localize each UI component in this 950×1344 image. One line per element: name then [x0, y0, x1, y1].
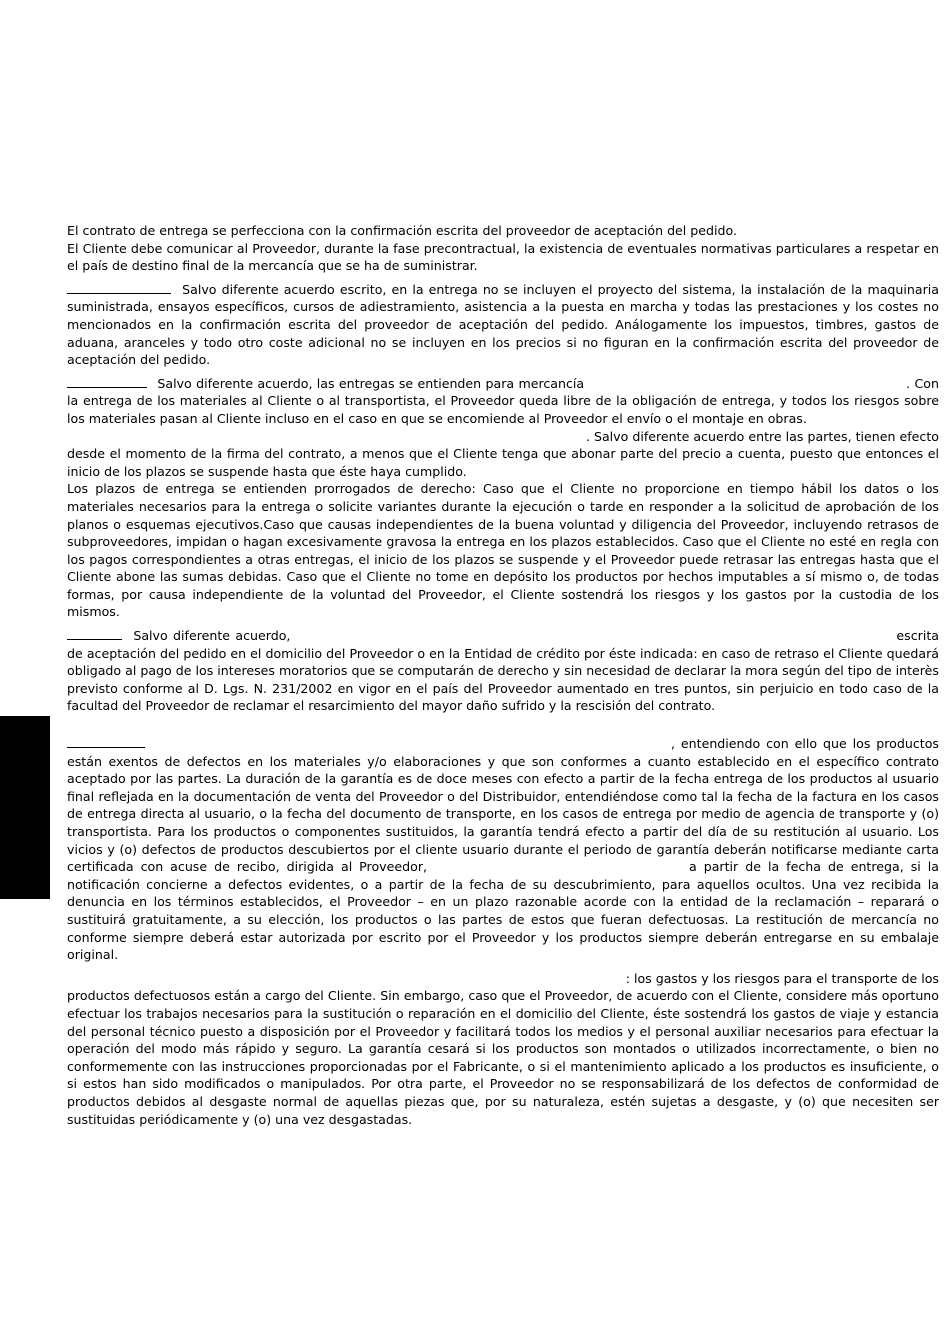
side-tab-marker: [0, 716, 50, 899]
heading-blank: [67, 375, 147, 388]
paragraph-terms-start: . Salvo diferente acuerdo entre las partes, tienen efecto: [585, 428, 939, 444]
payment-text-c: de aceptación del pedido en el domicilio del Proveedor o en la Entidad de crédito por éste indicada: en caso de retraso el Cliente quedará obligado al pago de los intereses moratorios que se computarán de derecho y sin necesidad de declarar la mora según del tipo de interès previsto conforme al D. Lgs. N. 231/2002 en vigor en el país del Proveedor aumentado en tres puntos, sin perjuicio en todo caso de la facultad del Proveedor de reclamar el resarcimiento del mayor daño sufrido y la rescisión del contrato.: [67, 645, 939, 714]
document-body: [67, 222, 939, 1128]
paragraph-returns: productos defectuosos están a cargo del Cliente. Sin embargo, caso que el Proveedor, de acuerdo con el Cliente, considere más oportuno efectuar los trabajos necesarios para la sustitución o reparación en el domicilio del Cliente, éste sostendrá los gastos de viaje y estancia del personal técnico puesto a disposición por el Proveedor y facilitará todos los medios y el personal auxiliar necesarios para efectuar la operación del modo más rápido y seguro. La garantía cesará si los productos son montados o utilizados incorrectamente, o bien no conformemente con las instrucciones proporcionadas por el Fabricante, o si el mantenimiento aplicado a los productos es insuficiente, o si estos han sido modificados o manipulados. Por otra parte, el Proveedor no se responsabilizará de los defectos de conformidad de productos debidos al desgaste normal de aquellas piezas que, por su naturaleza, estén sujetas a desgaste, y (o) que necesiten ser sustituidas periódicamente y (o) una vez desgastadas.: [67, 988, 939, 1127]
paragraph-delivery: [67, 375, 939, 428]
warranty-text-b: están exentos de defectos en los materiales y/o elaboraciones y que son conformes a cuanto establecido en el específico contrato aceptado por las partes. La duración de la garantía es de doce meses con efecto a partir de la fecha entrega de los productos al usuario final reflejada en la documentación de venta del Proveedor o del Distribuidor, entendiéndose como tal la fecha de la factura en los casos de entrega directa al usuario, o la fecha del documento de transporte, en los casos de entrega por medio de agencia de transporte y (o) transportista. Para los productos o componentes sustituidos, la garantía tendrá efecto a partir del día de su restitución al usuario. Los vicios y (o) defectos de productos descubiertos por el cliente usuario durante el periodo de garantía deberán notificarse mediante carta certificada con acuse de recibo, dirigida al Proveedor,: [67, 753, 939, 875]
heading-blank: [67, 281, 171, 294]
delivery-text-a: Salvo diferente acuerdo, las entregas se entienden para mercancía: [157, 375, 585, 391]
payment-text-a: Salvo diferente acuerdo,: [133, 628, 291, 644]
warranty-text-c: a partir de la fecha de entrega, si la notificación concierne a defectos evidentes, o a partir de la fecha de su descubrimiento, para aquellos ocultos. Una vez recibida la denuncia en los términos establecidos, el Proveedor – en un plazo razonable acorde con la entidad de la reclamación – reparará o sustituirá gratuitamente, a su elección, los productos o las partes de estos que fueran defectuosas. La restitución de mercancía no conforme siempre deberá estar autorizada por escrito por el Proveedor y los productos siempre deberán entregarse en su embalaje original.: [67, 859, 939, 963]
paragraph-destination-norms: El Cliente debe comunicar al Proveedor, durante la fase precontractual, la existencia de eventuales normativas particulares a respetar en el país de destino final de la mercancía que se ha de suministrar.: [67, 240, 939, 274]
heading-blank: [67, 735, 145, 748]
paragraph-terms-effect: desde el momento de la firma del contrato, a menos que el Cliente tenga que abonar parte del precio a cuenta, puesto que entonces el inicio de los plazos se suspende hasta que éste haya cumplido.: [67, 446, 939, 479]
paragraph-contract-formation: El contrato de entrega se perfecciona con la confirmación escrita del proveedor de aceptación del pedido.: [67, 223, 738, 238]
paragraph-extensions: Los plazos de entrega se entienden prorrogados de derecho: Caso que el Cliente no proporcione en tiempo hábil los datos o los materiales necesarios para la entrega o solicite variantes durante la ejecución o tarde en responder a la solicitud de aprobación de los planos o esquemas ejecutivos.Caso que causas independientes de la buena voluntad y diligencia del Proveedor, incluyendo retrasos de subproveedores, impidan o hagan excesivamente gravosa la entrega en los plazos establecidos. Caso que el Cliente no esté en regla con los pagos correspondientes a otras entregas, el inicio de los plazos se suspende y el Proveedor puede retrasar las entregas hasta que el Cliente abone las sumas debidas. Caso que el Cliente no tome en depósito los productos por hechos imputables a sí mismo o, de todas formas, por causa independiente de la voluntad del Proveedor, el Cliente sostendrá los riesgos y los gastos por la custodia de los mismos.: [67, 481, 939, 620]
payment-text-b: escrita: [896, 628, 939, 644]
scope-text: Salvo diferente acuerdo escrito, en la entrega no se incluyen el proyecto del sistema, la instalación de la maquinaria suministrada, ensayos específicos, cursos de adiestramiento, asistencia a la puesta en marcha y todas las prestaciones y los costes no mencionados en la confirmación escrita del proveedor de aceptación del pedido. Análogamente los impuestos, timbres, gastos de aduana, aranceles y todo otro coste adicional no se incluyen en los precios si no figuran en la confirmación escrita del proveedor de aceptación del pedido.: [67, 281, 939, 368]
paragraph-warranty: [67, 735, 939, 964]
warranty-text-a: , entendiendo con ello que los productos: [671, 736, 939, 752]
paragraph-payment: [67, 627, 939, 715]
paragraph-returns-start: : los gastos y los riesgos para el transporte de los: [625, 970, 939, 986]
delivery-text-b: . Con la entrega de los materiales al Cliente o al transportista, el Proveedor queda libre de la obligación de entrega, y todos los riesgos sobre los materiales pasan al Cliente incluso en el caso en que se encomiende al Proveedor el envío o el montaje en obras.: [67, 375, 939, 426]
paragraph-scope: [67, 281, 939, 369]
heading-blank: [67, 627, 122, 640]
